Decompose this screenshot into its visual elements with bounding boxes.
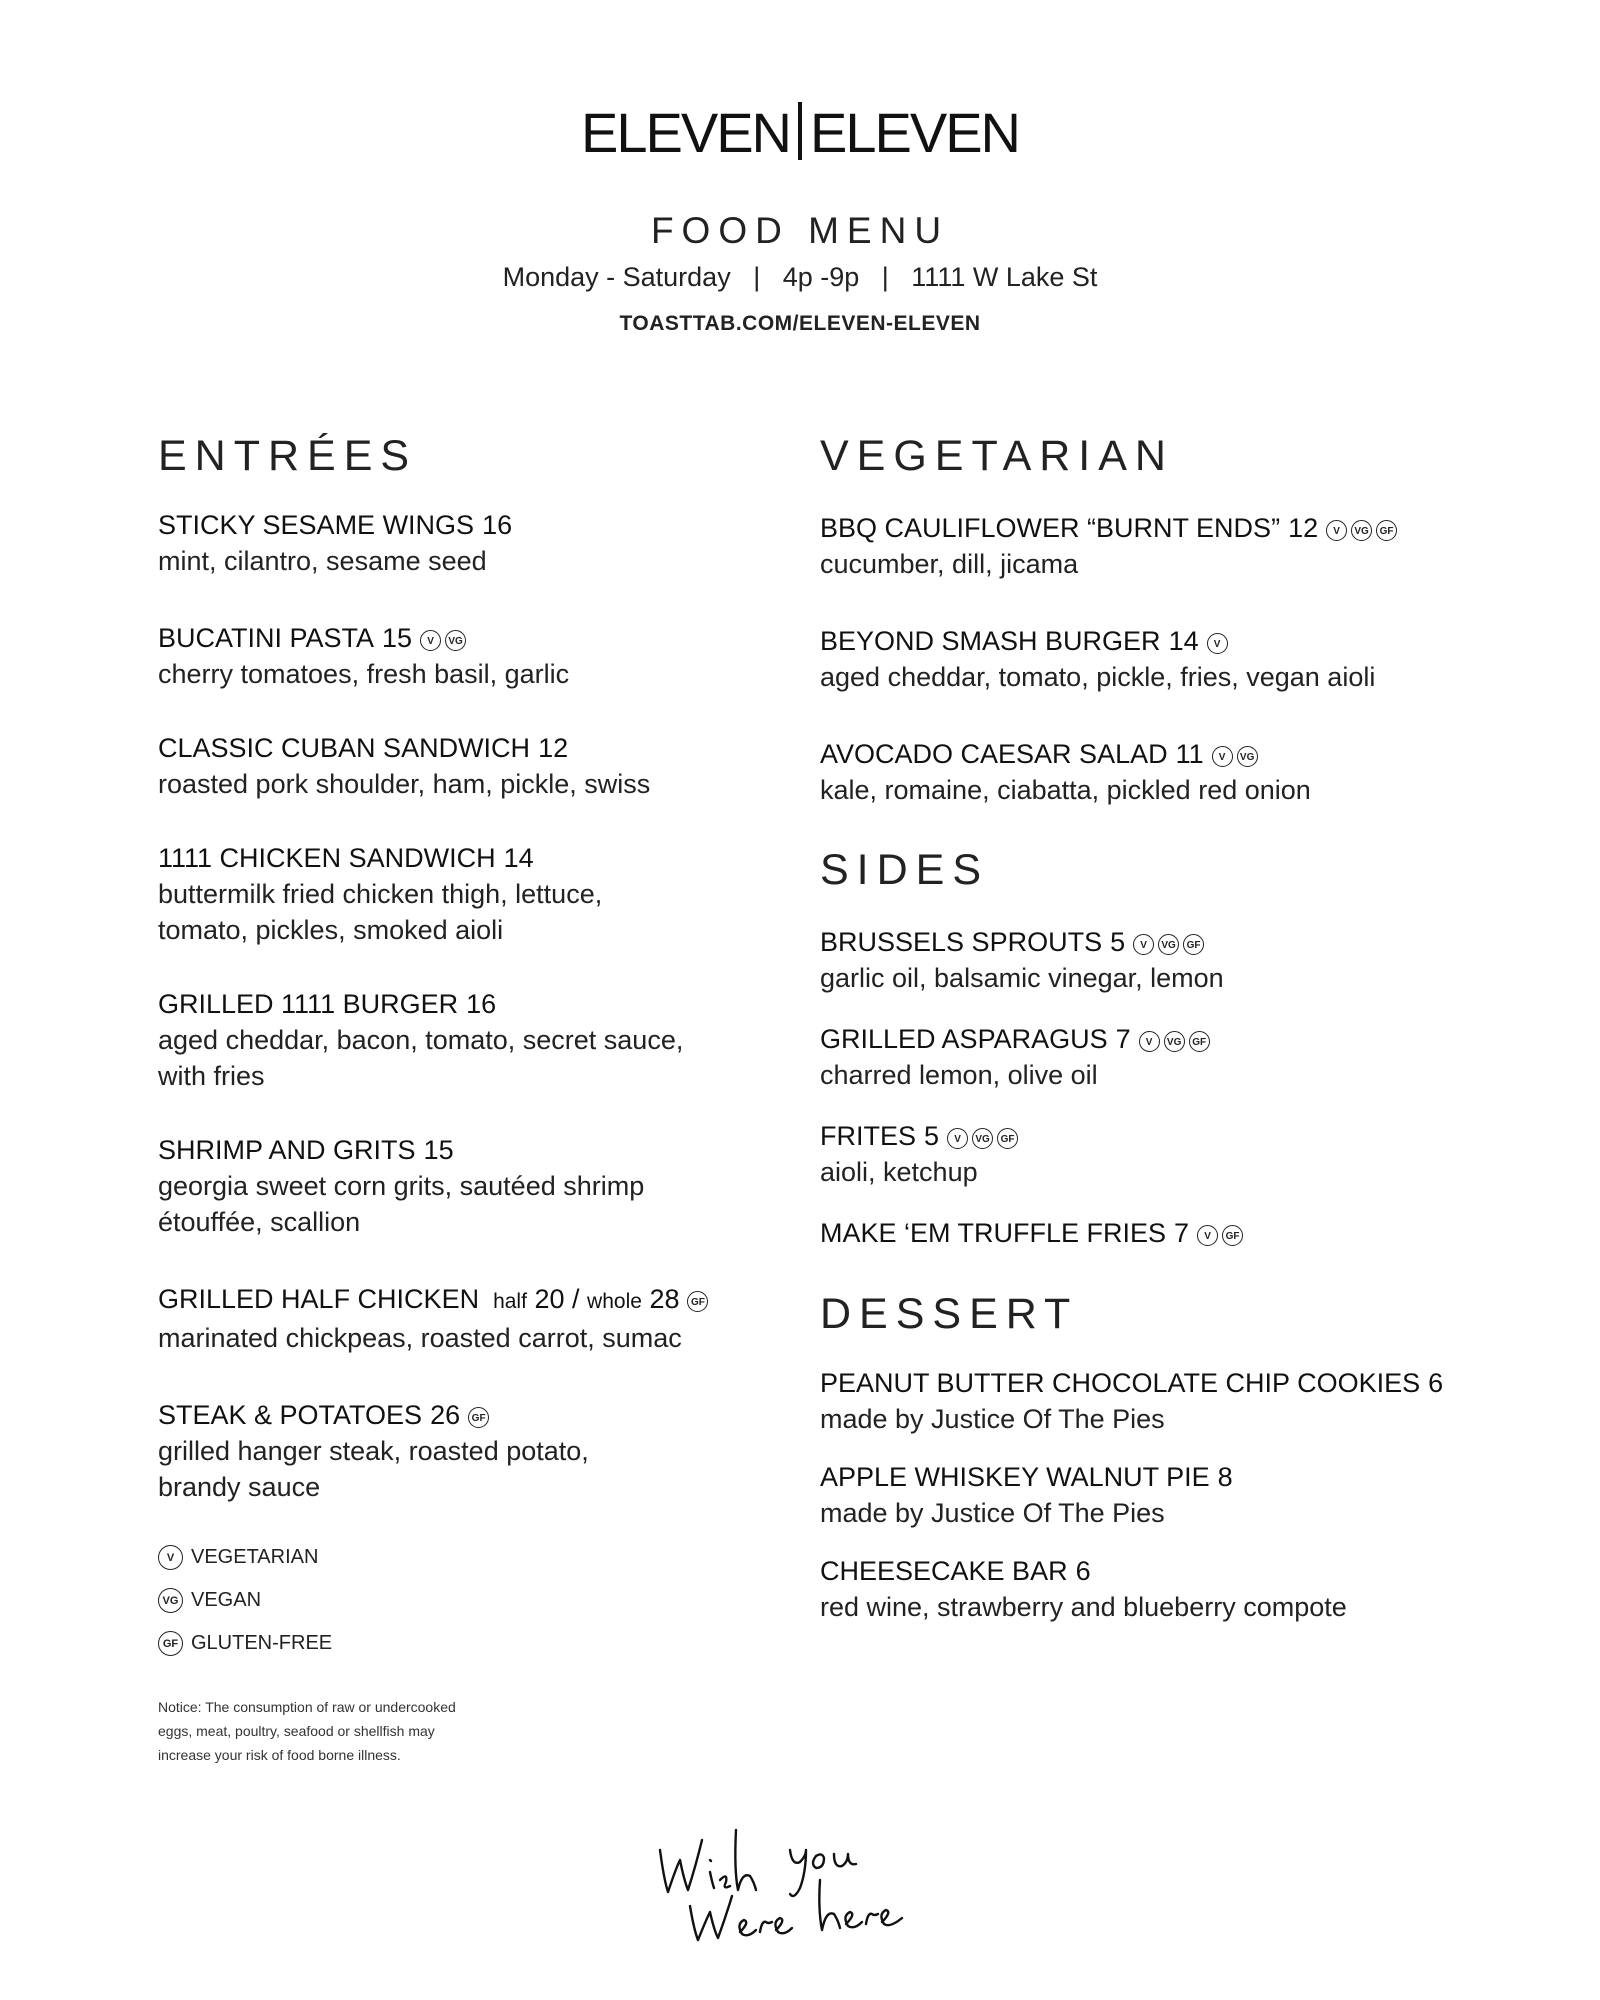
vegetarian-icon: V xyxy=(1197,1225,1218,1246)
item-description-line2: brandy sauce xyxy=(158,1472,321,1502)
menu-item xyxy=(820,1018,1540,1093)
menu-item xyxy=(158,1278,778,1356)
item-description: cucumber, dill, jicama xyxy=(820,549,1079,579)
item-description: made by Justice Of The Pies xyxy=(820,1404,1165,1434)
item-price: 8 xyxy=(1217,1462,1233,1492)
item-price: 7 xyxy=(1174,1218,1190,1248)
menu-item xyxy=(820,921,1540,996)
item-name: PEANUT BUTTER CHOCOLATE CHIP COOKIES xyxy=(820,1368,1421,1398)
item-price: 11 xyxy=(1175,739,1204,769)
legend-label: VEGAN xyxy=(191,1588,262,1611)
legend-row xyxy=(158,1631,332,1656)
item-price: 16 xyxy=(482,510,513,540)
section-dessert xyxy=(820,1290,1540,1663)
section-title: SIDES xyxy=(820,846,990,894)
price-separator: / xyxy=(572,1284,580,1314)
item-price: 14 xyxy=(1168,626,1199,656)
section-sides xyxy=(820,846,1540,1289)
item-price: 12 xyxy=(1288,513,1319,543)
notice-line: increase your risk of food borne illness. xyxy=(158,1747,401,1763)
vegetarian-icon: V xyxy=(420,630,441,651)
legend-label: GLUTEN-FREE xyxy=(191,1631,333,1654)
item-price: 14 xyxy=(503,843,534,873)
item-name: GRILLED 1111 BURGER xyxy=(158,989,459,1019)
food-safety-notice xyxy=(158,1695,498,1767)
gluten-free-icon: GF xyxy=(1376,520,1397,541)
price-whole: 28 xyxy=(649,1284,680,1314)
gluten-free-icon: GF xyxy=(687,1291,708,1312)
item-description-line2: étouffée, scallion xyxy=(158,1207,361,1237)
vegetarian-icon: V xyxy=(158,1545,183,1570)
item-price: 15 xyxy=(423,1135,454,1165)
brand-right: ELEVEN xyxy=(810,101,1019,164)
menu-item xyxy=(158,1132,778,1240)
item-description: grilled hanger steak, roasted potato, xyxy=(158,1436,589,1466)
item-description: mint, cilantro, sesame seed xyxy=(158,546,487,576)
item-description: aioli, ketchup xyxy=(820,1157,978,1187)
price-half: 20 xyxy=(534,1284,565,1314)
item-price: 16 xyxy=(466,989,497,1019)
vegan-icon: VG xyxy=(1158,934,1179,955)
item-description: georgia sweet corn grits, sautéed shrimp xyxy=(158,1171,645,1201)
item-price: 7 xyxy=(1115,1024,1131,1054)
brand-left: ELEVEN xyxy=(581,101,790,164)
vegetarian-icon: V xyxy=(947,1128,968,1149)
menu-item xyxy=(158,1394,778,1505)
brand-divider xyxy=(798,102,802,160)
item-price: 12 xyxy=(538,733,569,763)
menu-item xyxy=(820,1212,1540,1251)
menu-item xyxy=(820,1365,1540,1437)
item-description-line2: with fries xyxy=(158,1061,265,1091)
vegan-icon: VG xyxy=(1351,520,1372,541)
menu-item xyxy=(820,733,1540,808)
item-name: BRUSSELS SPROUTS xyxy=(820,927,1103,957)
menu-item xyxy=(820,1115,1540,1190)
section-title: ENTRÉES xyxy=(158,432,418,480)
menu-item xyxy=(820,507,1540,582)
price-half-label: half xyxy=(493,1290,527,1313)
section-vegetarian xyxy=(820,432,1540,846)
vegan-icon: VG xyxy=(445,630,466,651)
item-price: 6 xyxy=(1075,1556,1091,1586)
menu-info: Monday - Saturday | 4p -9p | 1111 W Lake St xyxy=(502,262,1098,292)
vegetarian-icon: V xyxy=(1326,520,1347,541)
menu-item xyxy=(158,507,778,579)
item-description: charred lemon, olive oil xyxy=(820,1060,1098,1090)
menu-item xyxy=(158,986,778,1094)
vegan-icon: VG xyxy=(1237,746,1258,767)
signature-icon xyxy=(650,1810,950,1950)
item-description: red wine, strawberry and blueberry compote xyxy=(820,1592,1347,1622)
item-name: APPLE WHISKEY WALNUT PIE xyxy=(820,1462,1210,1492)
item-name: GRILLED ASPARAGUS xyxy=(820,1024,1108,1054)
item-name: SHRIMP AND GRITS xyxy=(158,1135,416,1165)
item-name: BEYOND SMASH BURGER xyxy=(820,626,1161,656)
item-description: buttermilk fried chicken thigh, lettuce, xyxy=(158,879,603,909)
item-name: AVOCADO CAESAR SALAD xyxy=(820,739,1168,769)
vegetarian-icon: V xyxy=(1133,934,1154,955)
section-entrees xyxy=(158,432,778,1543)
item-name: BUCATINI PASTA xyxy=(158,623,375,653)
menu-item xyxy=(158,617,778,692)
dietary-legend xyxy=(158,1545,332,1674)
gluten-free-icon: GF xyxy=(1189,1031,1210,1052)
item-description: cherry tomatoes, fresh basil, garlic xyxy=(158,659,570,689)
item-price: 6 xyxy=(1428,1368,1444,1398)
section-title: VEGETARIAN xyxy=(820,432,1174,480)
gluten-free-icon: GF xyxy=(158,1631,183,1656)
item-description: kale, romaine, ciabatta, pickled red onion xyxy=(820,775,1311,805)
notice-line: Notice: The consumption of raw or undercooked xyxy=(158,1699,456,1715)
gluten-free-icon: GF xyxy=(468,1407,489,1428)
item-name: 1111 CHICKEN SANDWICH xyxy=(158,843,496,873)
item-price: 5 xyxy=(924,1121,940,1151)
item-name: CLASSIC CUBAN SANDWICH xyxy=(158,733,531,763)
item-price: 5 xyxy=(1110,927,1126,957)
section-title: DESSERT xyxy=(820,1290,1079,1338)
gluten-free-icon: GF xyxy=(1222,1225,1243,1246)
menu-url: TOASTTAB.COM/ELEVEN-ELEVEN xyxy=(619,312,981,335)
vegan-icon: VG xyxy=(1164,1031,1185,1052)
item-price: 15 xyxy=(382,623,413,653)
item-name: STICKY SESAME WINGS xyxy=(158,510,475,540)
legend-row xyxy=(158,1588,332,1613)
brand-logo xyxy=(0,100,1600,165)
item-description: garlic oil, balsamic vinegar, lemon xyxy=(820,963,1224,993)
gluten-free-icon: GF xyxy=(997,1128,1018,1149)
item-description: roasted pork shoulder, ham, pickle, swiss xyxy=(158,769,651,799)
legend-row xyxy=(158,1545,332,1570)
price-whole-label: whole xyxy=(587,1290,642,1313)
item-name: BBQ CAULIFLOWER “BURNT ENDS” xyxy=(820,513,1281,543)
notice-line: eggs, meat, poultry, seafood or shellfish may xyxy=(158,1723,435,1739)
item-description: aged cheddar, bacon, tomato, secret sauce, xyxy=(158,1025,684,1055)
menu-item xyxy=(820,1459,1540,1531)
menu-item xyxy=(820,620,1540,695)
menu-item xyxy=(158,840,778,948)
signature-wish-you-were-here xyxy=(650,1810,950,1955)
legend-label: VEGETARIAN xyxy=(191,1545,319,1568)
vegetarian-icon: V xyxy=(1139,1031,1160,1052)
item-description: aged cheddar, tomato, pickle, fries, vegan aioli xyxy=(820,662,1376,692)
item-name: MAKE ‘EM TRUFFLE FRIES xyxy=(820,1218,1167,1248)
menu-item xyxy=(158,730,778,802)
item-price: 26 xyxy=(430,1400,461,1430)
item-name: GRILLED HALF CHICKEN xyxy=(158,1284,480,1314)
item-description-line2: tomato, pickles, smoked aioli xyxy=(158,915,504,945)
menu-subtitle: FOOD MENU xyxy=(650,210,950,251)
vegetarian-icon: V xyxy=(1212,746,1233,767)
vegetarian-icon: V xyxy=(1207,633,1228,654)
item-description: made by Justice Of The Pies xyxy=(820,1498,1165,1528)
vegan-icon: VG xyxy=(158,1588,183,1613)
item-description: marinated chickpeas, roasted carrot, sumac xyxy=(158,1323,682,1353)
item-name: CHEESECAKE BAR xyxy=(820,1556,1068,1586)
menu-item xyxy=(820,1553,1540,1625)
vegan-icon: VG xyxy=(972,1128,993,1149)
gluten-free-icon: GF xyxy=(1183,934,1204,955)
item-name: STEAK & POTATOES xyxy=(158,1400,423,1430)
item-name: FRITES xyxy=(820,1121,917,1151)
